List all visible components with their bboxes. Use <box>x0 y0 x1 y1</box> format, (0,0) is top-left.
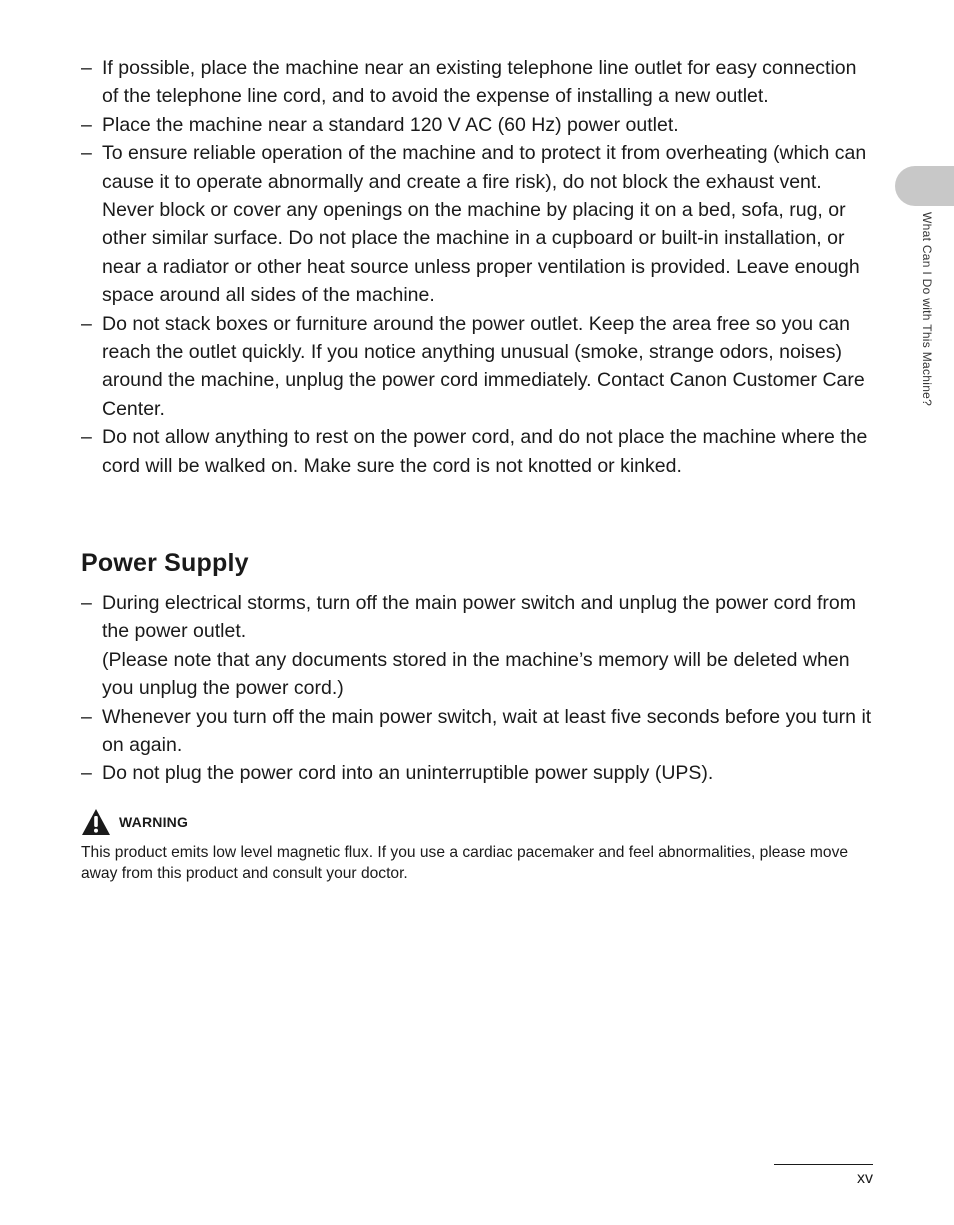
list-item: – Do not allow anything to rest on the power cord, and do not place the machine where the cord will be walked on. Make sure the cord is not knotted or kinked. <box>81 423 873 480</box>
page-number: xv <box>857 1170 873 1187</box>
list-item-text: During electrical storms, turn off the main power switch and unplug the power cord from the power outlet. <box>102 592 856 643</box>
side-tab-label: What Can I Do with This Machine? <box>920 212 934 407</box>
list-item <box>81 759 873 787</box>
warning-text: This product emits low level magnetic flux. If you use a cardiac pacemaker and feel abnormalities, please move away from this product and consult your doctor. <box>81 844 849 882</box>
list-item-note: (Please note that any documents stored in the machine’s memory will be deleted when you unplug the power cord.) <box>102 648 850 700</box>
warning-triangle-icon <box>81 808 111 836</box>
list-item <box>81 589 873 703</box>
list-item-text: Do not plug the power cord into an uninterruptible power supply (UPS). <box>102 762 714 785</box>
section-heading-power-supply: Power Supply <box>81 549 249 577</box>
power-supply-list <box>81 589 873 788</box>
list-item: – If possible, place the machine near an existing telephone line outlet for easy connection of the telephone line cord, and to avoid the expense of installing a new outlet. <box>81 54 873 111</box>
side-tab <box>895 166 954 206</box>
list-item-text: Whenever you turn off the main power switch, wait at least five seconds before you turn it on again. <box>102 705 872 757</box>
footer-divider <box>774 1164 873 1165</box>
list-item: – To ensure reliable operation of the machine and to protect it from overheating (which can cause it to operate abnormally and create a fire risk), do not block the exhaust vent. Never block or cover any openings on the machine by placing it on a bed, sofa, rug, or other similar surface. Do not place the machine in a cupboard or built-in installation, or near a radiator or other heat source unless proper ventilation is provided. Leave enough space around all sides of the machine. <box>81 139 873 309</box>
list-item: – Place the machine near a standard 120 V AC (60 Hz) power outlet. <box>81 111 873 139</box>
warning-header <box>81 808 188 836</box>
warning-label: WARNING <box>119 814 189 830</box>
installation-list <box>81 54 873 480</box>
list-item: – Do not stack boxes or furniture around the power outlet. Keep the area free so you can reach the outlet quickly. If you notice anything unusual (smoke, strange odors, noises) around the machine, unplug the power cord immediately. Contact Canon Customer Care Center. <box>81 310 873 424</box>
list-item <box>81 703 873 760</box>
